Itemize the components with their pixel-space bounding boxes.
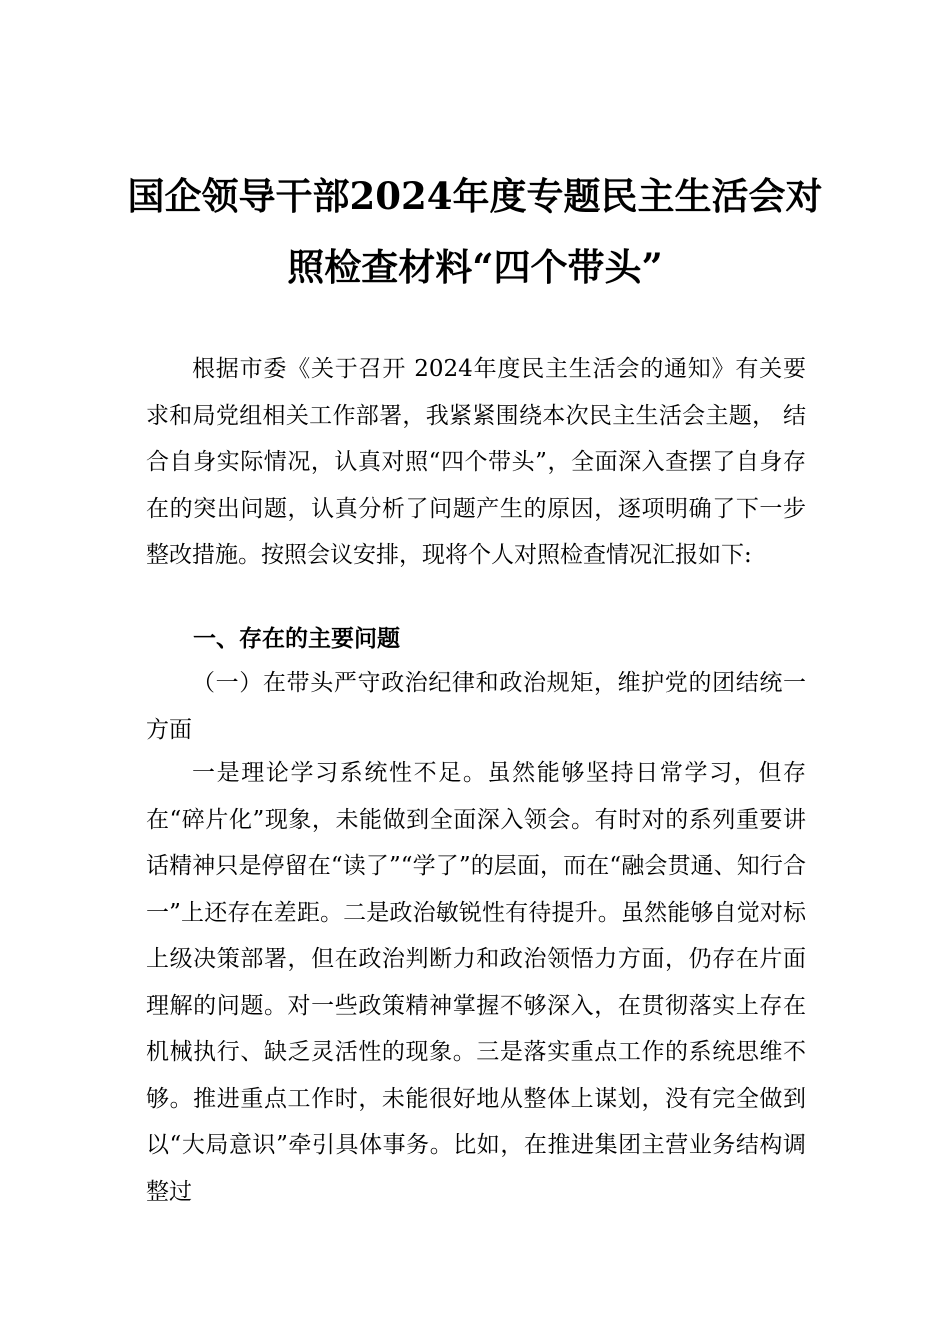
document-title-line-2: 照检查材料“四个带头” [287, 245, 663, 289]
subsection-heading-political-discipline: （一）在带头严守政治纪律和政治规矩，维护党的团结统一方面 [146, 670, 806, 743]
section-heading-main-problems: 一、存在的主要问题 [193, 626, 400, 652]
document-title-line-1: 国企领导干部2024年度专题民主生活会对 [127, 174, 823, 218]
subsection-paragraph: 一是理论学习系统性不足。虽然能够坚持日常学习，但存在“碎片化”现象，未能做到全面深入领会。有时对的系列重要讲话精神只是停留在“读了”“学了”的层面，而在“融会贯通、知行合一”上还存在差距。二是政治敏锐性有待提升。虽然能够自觉对标上级决策部署，但在政治判断力和政治领悟力方面，仍存在片面理解的问题。对一些政策精神掌握不够深入，在贯彻落实上存在机械执行、缺乏灵活性的现象。三是落实重点工作的系统思维不够。推进重点工作时，未能很好地从整体上谋划，没有完全做到以“大局意识”牵引具体事务。比如，在推进集团主营业务结构调整过 [146, 760, 806, 1205]
intro-paragraph: 根据市委《关于召开 2024年度民主生活会的通知》有关要求和局党组相关工作部署，我紧紧围绕本次民主生活会主题， 结合自身实际情况，认真对照“四个带头”，全面深入查摆了自身存在的突出问题，认真分析了问题产生的原因，逐项明确了下一步整改措施。按照会议安排，现将个人对照检查情况汇报如下: [146, 356, 806, 568]
